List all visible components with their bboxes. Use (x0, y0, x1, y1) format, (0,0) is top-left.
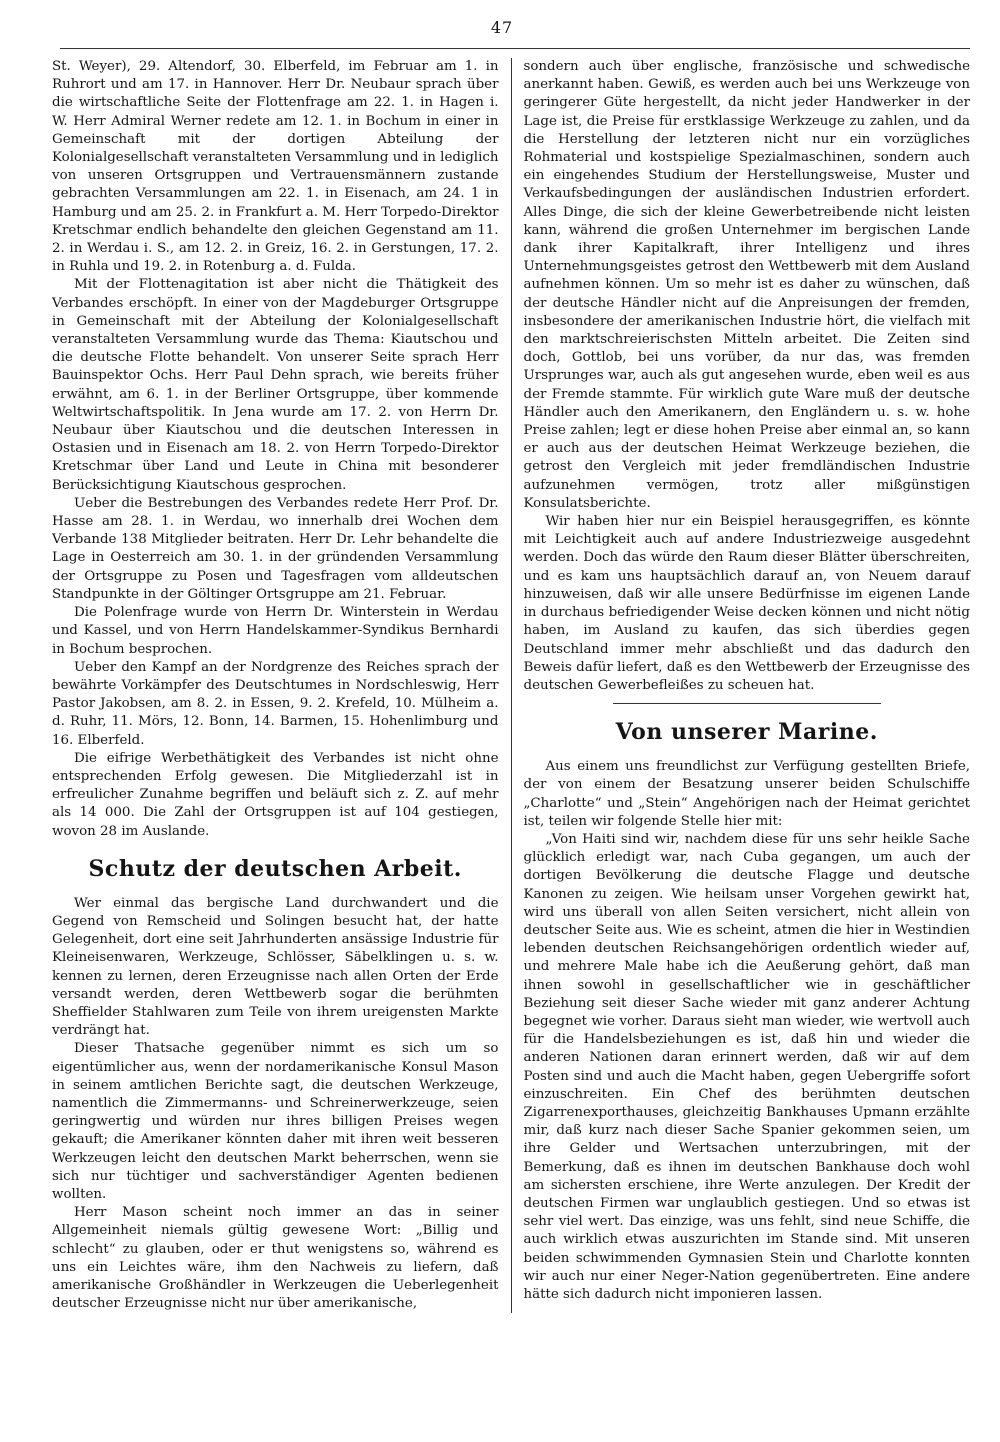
page-number: 47 (490, 18, 514, 37)
header-rule (60, 48, 970, 49)
marine-paragraph-1: Aus einem uns freundlichst zur Verfügung gestellten Briefe, der von einem der Besatzung unserer beiden Schulschiffe „Charlotte“ und „Stein“ Angehörigen nach der Heimat gerichtet ist, teilen wir folgende Stelle hier mit: (523, 759, 970, 829)
left-column (52, 58, 511, 1313)
left-paragraph-4: Die Polenfrage wurde von Herrn Dr. Winterstein in Werdau und Kassel, und von Herrn Handelskammer-Syndikus Bernhardi in Bochum besprochen. (52, 605, 499, 657)
right-paragraph-2: Wir haben hier nur ein Beispiel herausgegriffen, es könnte mit Leichtigkeit auch auf andere Industriezweige ausgedehnt werden. Doch das würde den Raum dieser Blätter überschreiten, und es kam uns hauptsächlich darauf an, von Neuem darauf hinzuweisen, daß wir alle unsere Bedürfnisse im eigenen Lande in durchaus befriedigender Weise decken können und nicht nötig haben, im Ausland zu kaufen, das sich überdies gegen Deutschland immer mehr abschließt und das dadurch den Beweis dafür liefert, daß es den Wettbewerb der Erzeugnisse des deutschen Gewerbefleißes zu scheuen hat. (523, 514, 970, 693)
schutz-paragraph-1: Wer einmal das bergische Land durchwandert und die Gegend von Remscheid und Solingen besucht hat, der hatte Gelegenheit, dort eine seit Jahrhunderten ansässige Industrie für Kleineisenwaren, Werkzeuge, Schlösser, Säbelklingen u. s. w. kennen zu lernen, deren Erzeugnisse nach allen Orten der Erde versandt werden, deren Wettbewerb sogar die berühmten Sheffielder Stahlwaren zum Teile von ihrem ureigensten Markte verdrängt hat. (52, 895, 499, 1039)
left-paragraph-6: Die eifrige Werbethätigkeit des Verbandes ist nicht ohne entsprechenden Erfolg gewesen. Die Mitgliederzahl ist in erfreulicher Zunahme begriffen und beläuft sich z. Z. auf mehr als 14 000. Die Zahl der Ortsgruppen ist auf 104 gestiegen, wovon 28 im Auslande. (52, 750, 499, 839)
section-heading-marine: Von unserer Marine. (615, 719, 878, 746)
right-column (511, 58, 971, 1313)
left-paragraph-1: St. Weyer), 29. Altendorf, 30. Elberfeld, im Februar am 1. in Ruhrort und am 17. in Hannover. Herr Dr. Neubaur sprach über die wirtschaftliche Seite der Flottenfrage am 22. 1. in Hagen i. W. Herr Admiral Werner redete am 12. 1. in Bochum in einer in Gemeinschaft mit der dortigen Abteilung der Kolonialgesellschaft veranstalteten Versammlung und in lediglich von unseren Ortsgruppen und Vertrauensmännern zustande gebrachten Versammlungen am 22. 1. in Eisenach, am 24. 1 in Hamburg und am 25. 2. in Frankfurt a. M. Herr Torpedo-Direktor Kretschmar endlich behandelte den gleichen Gegenstand am 11. 2. in Werdau i. S., am 12. 2. in Greiz, 16. 2. in Gerstungen, 17. 2. in Ruhla und 19. 2. in Rotenburg a. d. Fulda. (52, 59, 499, 275)
marine-letter-quote: „Von Haiti sind wir, nachdem diese für uns sehr heikle Sache glücklich erledigt war, nach Cuba gegangen, um auch der dortigen Bevölkerung die deutsche Flagge und deutsche Kanonen zu zeigen. Wie heilsam unser Vorgehen gewirkt hat, wird uns überall von allen Seiten versichert, nicht allein von deutscher Seite aus. Wie es scheint, atmen die hier in Westindien lebenden deutschen Reichsangehörigen ordentlich wieder auf, und mehrere Male habe ich die Aeußerung gehört, daß man ihnen sowohl in gesellschaftlicher wie in geschäftlicher Beziehung seit dieser Sache wieder mit ganz anderer Achtung begegnet wie vorher. Daraus sieht man wieder, wie wertvoll auch für die Handelsbeziehungen es ist, daß hin und wieder die anderen Nationen daran erinnert werden, daß wir auf dem Posten sind und auch die Macht haben, gegen Uebergriffe sofort einzuschreiten. Ein Chef des berühmten deutschen Zigarrenexporthauses, gleichzeitig Bankhauses Upmann erzählte mir, daß kurz nach dieser Sache Spanier gekommen seien, um ihre Gelder und Wertsachen unterzubringen, mit der Bemerkung, daß es ihnen im deutschen Bankhause doch wohl am sichersten erschiene, ihre Werte anzulegen. Der Kredit der deutschen Firmen war unglaublich gestiegen. Und so etwas ist sehr viel wert. Das einzige, was uns fehlt, sind neue Schiffe, die auch wirklich etwas auszurichten im Stande sind. Mit unseren beiden schwimmenden Gymnasien Stein und Charlotte konnten wir auch nur einer Neger-Nation gegenübertreten. Eine andere hätte sich dadurch nicht imponieren lassen. (523, 831, 970, 1302)
schutz-paragraph-2: Dieser Thatsache gegenüber nimmt es sich um so eigentümlicher aus, wenn der nordamerikanische Konsul Mason in seinem amtlichen Berichte sagt, die deutschen Werkzeuge, namentlich die Zimmermanns- und Schreinerwerkzeuge, seien geringwertig und würden nur ihres billigen Preises wegen gekauft; die Amerikaner könnten daher mit ihren weit besseren Werkzeugen leicht den deutschen Markt beherrschen, wenn sie sich nur tüchtiger und sachverständiger Agenten bedienen wollten. (52, 1041, 499, 1202)
left-paragraph-5: Ueber den Kampf an der Nordgrenze des Reiches sprach der bewährte Vorkämpfer des Deutschtumes in Nordschleswig, Herr Pastor Jakobsen, am 8. 2. in Essen, 9. 2. Krefeld, 10. Mülheim a. d. Ruhr, 11. Mörs, 12. Bonn, 14. Barmen, 15. Hohenlimburg und 16. Elberfeld. (52, 659, 499, 748)
section-divider (613, 703, 881, 704)
left-paragraph-3: Ueber die Bestrebungen des Verbandes redete Herr Prof. Dr. Hasse am 28. 1. in Werdau, wo innerhalb drei Wochen dem Verbande 138 Mitglieder beitraten. Herr Dr. Lehr behandelte die Lage in Oesterreich am 30. 1. in der gründenden Versammlung der Ortsgruppe zu Posen und Tagesfragen vom alldeutschen Standpunkte in der Göltinger Ortsgruppe am 21. Februar. (52, 495, 499, 602)
right-paragraph-1: sondern auch über englische, französische und schwedische anerkannt haben. Gewiß, es werden auch bei uns Werkzeuge von geringerer Güte hergestellt, da nicht jeder Handwerker in der Lage ist, die Preise für erstklassige Werkzeuge zu zahlen, und da die Herstellung der letzteren nicht nur ein vorzügliches Rohmaterial und kostspielige Spezialmaschinen, sondern auch ein eingehendes Studium der Herstellungsweise, Muster und Verkaufsbedingungen der ausländischen Industrien erfordert. Alles Dinge, die sich der kleine Gewerbetreibende nicht leisten kann, während die großen Unternehmer im bergischen Lande dank ihrer Kapitalkraft, ihrer Intelligenz und ihres Unternehmungsgeistes getrost den Wettbewerb mit dem Ausland aufnehmen können. Um so mehr ist es daher zu wünschen, daß der deutsche Händler nicht auf die Anpreisungen der fremden, insbesondere der amerikanischen Industrie hört, die vielfach mit den marktschreierischsten Mitteln arbeitet. Die Zeiten sind doch, Gottlob, bei uns vorüber, da nur das, was fremden Ursprunges war, auch als gut angesehen wurde, eben weil es aus der Fremde stammte. Für wirklich gute Ware muß der deutsche Händler auch den Amerikanern, den Engländern u. s. w. hohe Preise zahlen; legt er diese hohen Preise aber einmal an, so kann er auch aus der deutschen Heimat Werkzeuge beziehen, die getrost den Vergleich mit jeder fremdländischen Industrie aufzunehmen vermögen, trotz aller mißgünstigen Konsulatsberichte. (523, 59, 970, 511)
two-column-body (52, 58, 970, 1313)
section-heading-schutz: Schutz der deutschen Arbeit. (88, 855, 462, 882)
left-paragraph-2: Mit der Flottenagitation ist aber nicht die Thätigkeit des Verbandes erschöpft. In einer von der Magdeburger Ortsgruppe in Gemeinschaft mit der Abteilung der Kolonialgesellschaft veranstalteten Versammlung wurde das Thema: Kiautschou und die deutsche Flotte behandelt. Von unserer Seite sprach Herr Bauinspektor Ochs. Herr Paul Dehn sprach, wie bereits früher erwähnt, am 6. 1. in der Berliner Ortsgruppe, über kommende Weltwirtschaftspolitik. In Jena wurde am 17. 2. von Herrn Dr. Neubaur über Kiautschou und die deutschen Interessen in Ostasien und in Eisenach am 18. 2. von Herrn Torpedo-Direktor Kretschmar über Land und Leute in China mit besonderer Berücksichtigung Kiautschous gesprochen. (52, 277, 499, 493)
schutz-paragraph-3: Herr Mason scheint noch immer an das in seiner Allgemeinheit niemals gültig gewesene Wort: „Billig und schlecht“ zu glauben, oder er thut wenigstens so, während es uns ein Leichtes wäre, ihm den Nachweis zu liefern, daß amerikanische Großhändler in Werkzeugen die Ueberlegenheit deutscher Erzeugnisse nicht nur über amerikanische, (52, 1205, 499, 1312)
